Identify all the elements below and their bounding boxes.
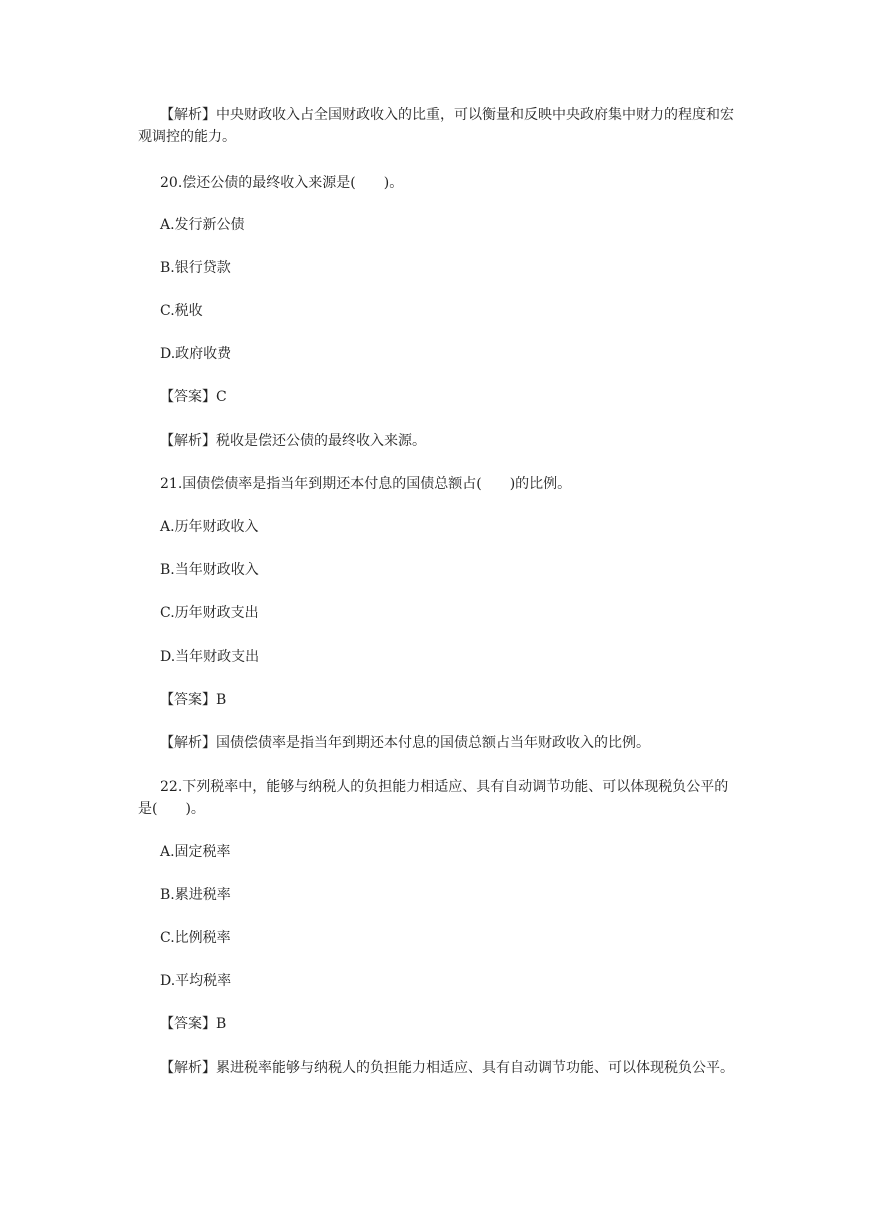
explanation-22: 【解析】累进税率能够与纳税人的负担能力相适应、具有自动调节功能、可以体现税负公平。 xyxy=(160,1060,734,1076)
option-22-a: A.固定税率 xyxy=(160,844,231,860)
answer-20: 【答案】C xyxy=(160,389,227,405)
option-21-c: C.历年财政支出 xyxy=(160,605,259,621)
explanation-19: 【解析】中央财政收入占全国财政收入的比重，可以衡量和反映中央政府集中财力的程度和宏观调控的能力。 xyxy=(138,107,734,145)
option-22-b: B.累进税率 xyxy=(160,887,231,903)
question-20: 20.偿还公债的最终收入来源是( )。 xyxy=(160,175,404,191)
question-22: 22.下列税率中，能够与纳税人的负担能力相适应、具有自动调节功能、可以体现税负公平的是( )。 xyxy=(138,779,729,817)
option-22-c: C.比例税率 xyxy=(160,930,231,946)
answer-22: 【答案】B xyxy=(160,1016,227,1032)
answer-21: 【答案】B xyxy=(160,692,227,708)
option-21-d: D.当年财政支出 xyxy=(160,649,260,665)
option-22-d: D.平均税率 xyxy=(160,973,232,989)
option-20-a: A.发行新公债 xyxy=(160,217,245,233)
option-21-b: B.当年财政收入 xyxy=(160,562,259,578)
option-21-a: A.历年财政收入 xyxy=(160,519,259,535)
explanation-21: 【解析】国债偿债率是指当年到期还本付息的国债总额占当年财政收入的比例。 xyxy=(160,735,650,751)
option-20-b: B.银行贷款 xyxy=(160,260,231,276)
option-20-c: C.税收 xyxy=(160,303,203,319)
question-21: 21.国债偿债率是指当年到期还本付息的国债总额占( )的比例。 xyxy=(160,476,572,492)
option-20-d: D.政府收费 xyxy=(160,346,232,362)
explanation-20: 【解析】税收是偿还公债的最终收入来源。 xyxy=(160,433,426,449)
